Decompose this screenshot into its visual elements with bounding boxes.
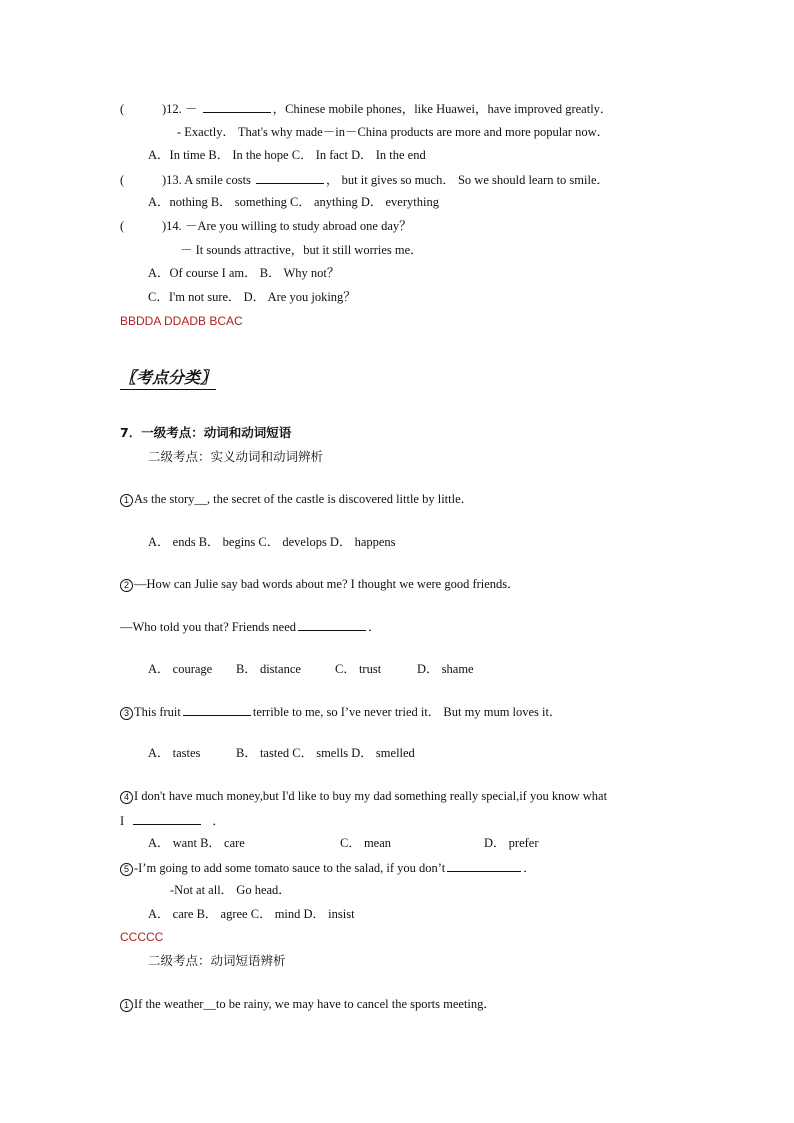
exercise-text: This fruit [134, 705, 181, 719]
exercise-5 [120, 859, 536, 876]
exercise-5-reply: -Not at all． Go head． [170, 883, 291, 897]
exercise-text-after: terrible to me, so I’ve never tried it． But my mum loves it． [252, 705, 562, 719]
exercise-2-reply [120, 618, 381, 635]
circled-number: 3 [120, 707, 133, 720]
exercise-2 [120, 576, 520, 592]
options-rest: B． tasted C． smells D． smelled [236, 746, 415, 760]
exercise-text: I don't have much money,but I'd like to buy my dad something really special,if you know what [134, 789, 608, 803]
question-text-after: ， but it gives so much． So we should learn to smile． [326, 173, 609, 187]
exercise-3-options [148, 745, 415, 761]
option-a: A． tastes [148, 746, 201, 760]
exercise-text: —How can Julie say bad words about me? I thought we were good friends． [134, 577, 520, 591]
exercise-text: As the story__, the secret of the castle is discovered little by little． [134, 492, 474, 506]
question-14-options-b: C．I'm not sure． D． Are you joking？ [148, 290, 356, 304]
option-b: B． distance [236, 662, 301, 676]
answer-key: BBDDA DDADB BCAC [120, 314, 243, 328]
question-text: A smile costs [184, 173, 251, 187]
reply-text: —Who told you that? Friends need [120, 620, 297, 634]
option-d: D． prefer [484, 836, 539, 850]
question-number: )12. [162, 102, 182, 116]
exercise-3 [120, 703, 562, 720]
question-14-reply: － It sounds attractive，but it still worries me． [180, 243, 423, 257]
answer-blank[interactable] [298, 618, 366, 631]
exercise-text-after: ． [523, 861, 536, 875]
question-12 [120, 100, 612, 117]
circled-number: 2 [120, 579, 133, 592]
answer-blank[interactable] [183, 703, 251, 716]
answer-paren: ( [120, 173, 125, 187]
question-number: )14. [162, 219, 182, 233]
answer-blank[interactable] [447, 859, 521, 872]
option-c: C． mean [340, 836, 392, 850]
circled-number: 5 [120, 863, 133, 876]
circled-number: 1 [120, 494, 133, 507]
answer-blank[interactable] [256, 171, 324, 184]
exercise-5-options: A． care B． agree C． mind D． insist [148, 907, 355, 921]
answer-blank[interactable] [133, 812, 201, 825]
exercise-4-cont [120, 812, 225, 829]
question-14-options-a: A．Of course I am． B． Why not？ [148, 266, 340, 280]
question-text: －Are you willing to study abroad one day？ [184, 219, 412, 233]
option-a: A． courage [148, 662, 213, 676]
exercise-1-options: A． ends B． begins C． develops D． happens [148, 535, 396, 549]
level1-heading: 7．一级考点：动词和动词短语 [120, 425, 292, 440]
cont-end: ． [212, 814, 225, 828]
option-c: C． trust [335, 662, 382, 676]
exercise-1 [120, 491, 473, 507]
question-number: )13. [162, 173, 182, 187]
exercise-4-options [148, 835, 539, 851]
cont-text: I [120, 814, 125, 828]
circled-number: 4 [120, 791, 133, 804]
exercise-4 [120, 788, 607, 804]
exercise-text: -I’m going to add some tomato sauce to the salad, if you don’t [134, 861, 446, 875]
question-13-options: A．nothing B． something C． anything D． everything [148, 195, 439, 209]
answer-key-2: CCCCC [120, 930, 164, 944]
phrase-exercise-1 [120, 996, 496, 1012]
dash: － [184, 102, 198, 116]
question-14 [120, 218, 412, 234]
answer-paren: ( [120, 102, 125, 116]
question-12-options: A．In time B． In the hope C． In fact D． In the end [148, 148, 426, 162]
answer-paren: ( [120, 219, 125, 233]
question-12-reply: - Exactly． That's why made－in－China products are more and more popular now． [177, 125, 610, 139]
question-13 [120, 171, 609, 188]
answer-blank[interactable] [203, 100, 271, 113]
circled-number: 1 [120, 999, 133, 1012]
question-text: ，Chinese mobile phones，like Huawei，have improved greatly． [272, 102, 613, 116]
exercise-text: If the weather__to be rainy, we may have to cancel the sports meeting． [134, 997, 496, 1011]
reply-end: ． [368, 620, 381, 634]
level2-heading: 二级考点：实义动词和动词辨析 [148, 449, 324, 464]
level2-heading-b: 二级考点：动词短语辨析 [148, 953, 286, 968]
exercise-2-options [148, 661, 474, 677]
option-d: D． shame [417, 662, 474, 676]
section-heading: 〖考点分类〗 [120, 368, 216, 390]
option-ab: A． want B． care [148, 836, 245, 850]
